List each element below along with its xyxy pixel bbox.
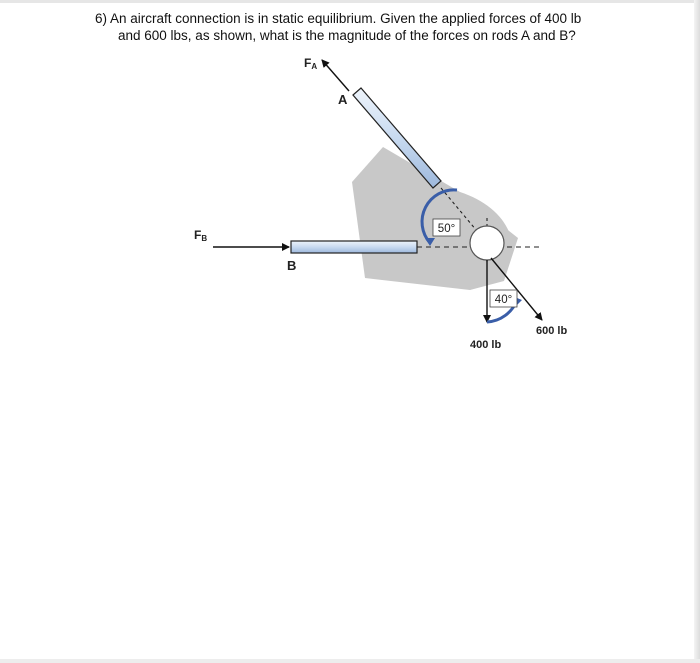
force-a-subscript: A <box>311 62 318 71</box>
force-b-subscript: B <box>201 234 208 243</box>
force-b-letter: F <box>194 228 202 242</box>
load-600-arrow <box>491 258 542 320</box>
force-a-arrow <box>322 60 349 91</box>
angle-50-label: 50° <box>437 223 456 235</box>
force-a-letter: F <box>304 56 312 70</box>
load-400-label: 400 lb <box>470 339 502 351</box>
pin-joint <box>470 226 504 260</box>
rod-b-label: B <box>287 258 297 273</box>
question-line-1: 6) An aircraft connection is in static equilibrium. Given the applied forces of 400 lb <box>95 11 582 26</box>
rod-b <box>291 241 417 253</box>
angle-40-label: 40° <box>494 294 513 306</box>
load-600-label: 600 lb <box>536 325 568 337</box>
rod-a-label: A <box>338 92 348 107</box>
force-a-label <box>304 56 317 71</box>
force-b-label <box>194 228 207 243</box>
question-line-2: and 600 lbs, as shown, what is the magnitude of the forces on rods A and B? <box>118 28 576 43</box>
